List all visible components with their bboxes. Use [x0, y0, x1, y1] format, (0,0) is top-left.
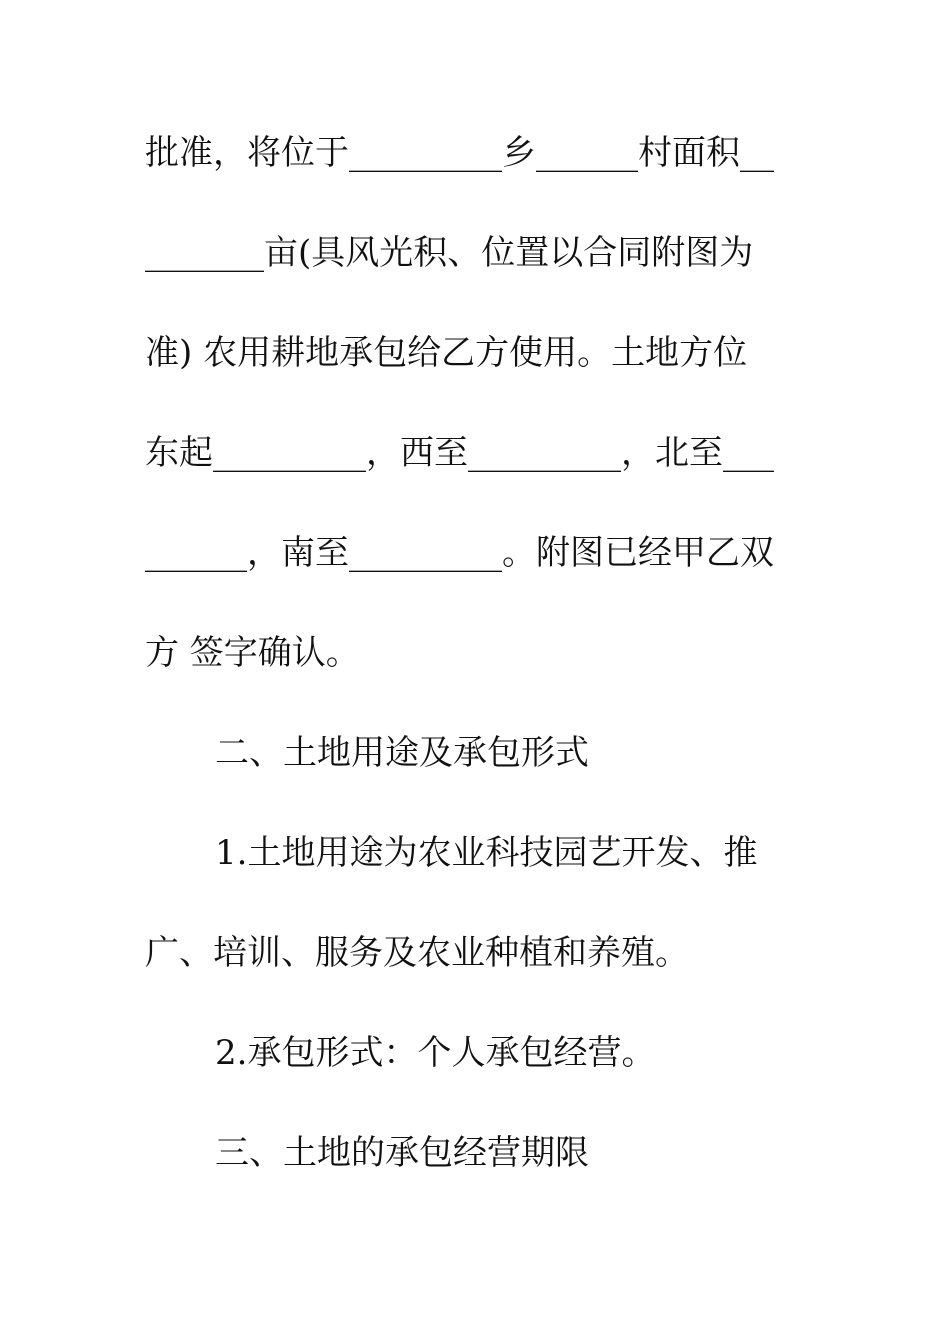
paragraph-line: 方 签字确认。	[145, 633, 360, 673]
paragraph-line: 广、培训、服务及农业种植和养殖。	[145, 933, 689, 973]
paragraph-line: 准) 农用耕地承包给乙方使用。土地方位	[145, 333, 748, 373]
paragraph-line: ______，南至_________。附图已经甲乙双	[145, 533, 774, 573]
list-item: 1.土地用途为农业科技园艺开发、推	[215, 833, 758, 873]
paragraph-line: 批准，将位于_________乡______村面积__	[145, 133, 774, 173]
section-heading: 二、土地用途及承包形式	[215, 733, 589, 773]
paragraph-line: _______亩(具风光积、位置以合同附图为	[145, 233, 754, 273]
paragraph-line: 东起_________，西至_________，北至___	[145, 433, 774, 473]
list-item: 2.承包形式：个人承包经营。	[215, 1033, 656, 1073]
section-heading: 三、土地的承包经营期限	[215, 1133, 589, 1173]
